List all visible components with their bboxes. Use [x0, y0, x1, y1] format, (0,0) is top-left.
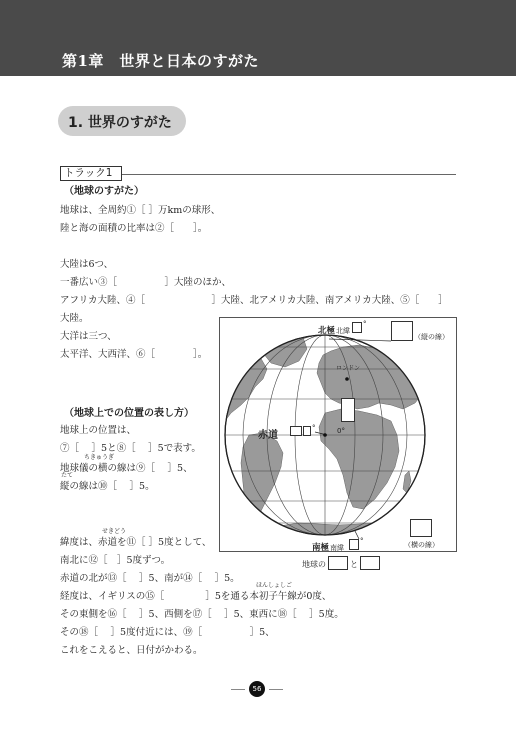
text-line: 陸と海の面積の比率は②［ ］。: [60, 223, 208, 234]
text-line: 緯度は、赤道を⑪［ ］5度として、: [60, 537, 212, 548]
london-marker: [345, 377, 349, 381]
prime-meridian-answer-box: [341, 398, 355, 422]
text-line: 一番広い③［ ］大陸のほか、: [60, 277, 232, 288]
london-label: ロンドン: [336, 365, 361, 372]
south-pole-pointer: [355, 531, 359, 539]
europe-landmass: [317, 345, 427, 409]
globe-answer-box-2: [360, 556, 380, 570]
footer-rule-left: [231, 689, 245, 690]
north-latitude-blank: [352, 322, 362, 333]
chapter-title: 第1章 世界と日本のすがた: [62, 52, 259, 70]
globe-answer-box-1: [328, 556, 348, 570]
text-line: これをこえると、日付がかわる。: [60, 645, 203, 656]
furigana: ちきゅうぎ: [84, 454, 115, 461]
south-degree: °: [360, 537, 364, 545]
north-latitude-label: 北緯: [336, 327, 350, 335]
text-line: 大陸は6つ、: [60, 259, 114, 270]
north-pole-label: 北極: [318, 326, 336, 336]
furigana: せきどう: [102, 528, 127, 535]
parallel-label: （横の線）: [404, 541, 439, 549]
track-label: トラック1: [60, 166, 122, 181]
equator-degree: °: [312, 424, 316, 432]
text-line: 地球儀の横の線は⑨［ ］5、: [60, 463, 193, 474]
furigana: ほんしょしご: [256, 582, 293, 589]
subheading-position: （地球上での位置の表し方）: [64, 408, 194, 419]
text-line: その⑱［ ］5度付近には、⑲［ ］5、: [60, 627, 275, 638]
text-line: アフリカ大陸、④［ ］大陸、北アメリカ大陸、南アメリカ大陸、⑤［ ］: [60, 295, 448, 306]
equator-label: 赤道: [258, 430, 278, 441]
footer-rule-right: [269, 689, 283, 690]
text-line: 赤道の北が⑬［ ］5、南が⑭［ ］5。: [60, 573, 240, 584]
zero-degree-label: 0°: [337, 427, 345, 435]
and-label: と: [350, 560, 358, 569]
meridian-label: （縦の線）: [414, 333, 449, 341]
text-line: ⑦［ ］5と⑧［ ］5で表す。: [60, 443, 201, 454]
equator-blank-2: [303, 426, 311, 436]
meridian-answer-box: [391, 321, 413, 341]
furigana: たて: [61, 472, 74, 479]
text-line: 地球は、全周約①［ ］万kmの球形、: [60, 205, 221, 216]
text-line: 南北に⑫［ ］5度ずつ。: [60, 555, 171, 566]
text-line: 大陸。: [60, 313, 89, 324]
text-line: 大洋は三つ、: [60, 331, 117, 342]
page-number: 56: [249, 681, 265, 697]
text-line: その東側を⑯［ ］5、西側を⑰［ ］5、東西に⑱［ ］5度。: [60, 609, 344, 620]
section-title: 1. 世界のすがた: [68, 115, 172, 131]
text-line: 縦の線は⑩［ ］5。: [60, 481, 155, 492]
subheading-earth-shape: （地球のすがた）: [64, 186, 144, 197]
equator-blank-1: [290, 426, 302, 436]
north-degree: °: [363, 320, 367, 328]
text-line: 経度は、イギリスの⑮［ ］5を通る本初子午線が0度、: [60, 591, 332, 602]
south-pole-label: 南極: [312, 543, 330, 553]
south-latitude-label: 南緯: [330, 544, 344, 552]
parallel-answer-box: [410, 519, 432, 537]
text-line: 太平洋、大西洋、⑥［ ］。: [60, 349, 208, 360]
globe-of-label: 地球の: [302, 560, 326, 569]
south-latitude-blank: [349, 539, 359, 550]
origin-marker: [323, 433, 327, 437]
text-line: 地球上の位置は、: [60, 425, 137, 436]
